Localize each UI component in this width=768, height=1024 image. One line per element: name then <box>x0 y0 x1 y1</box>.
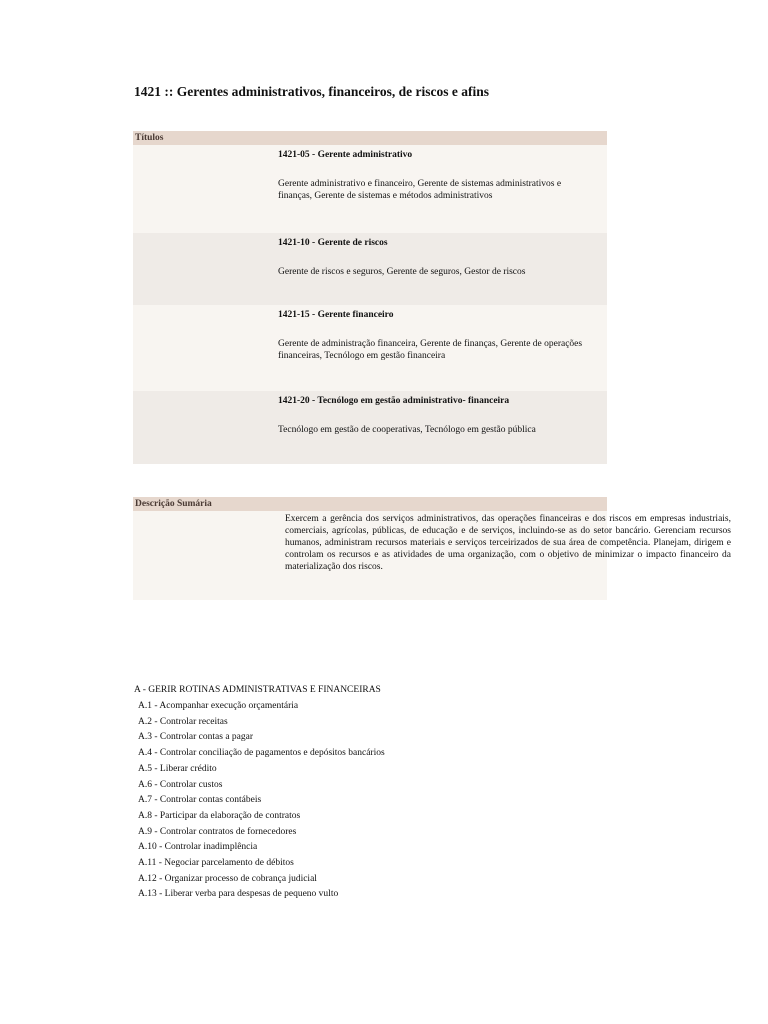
title-row <box>133 305 607 391</box>
occupation-code: 1421-10 - Gerente de riscos <box>278 238 388 248</box>
activity-item: A.13 - Liberar verba para despesas de pequeno vulto <box>138 889 339 900</box>
activity-item: A.4 - Controlar conciliação de pagamentos e depósitos bancários <box>138 748 385 759</box>
occupation-code: 1421-05 - Gerente administrativo <box>278 150 413 160</box>
activity-item: A.7 - Controlar contas contábeis <box>138 795 262 806</box>
title-row <box>133 233 607 305</box>
activity-item: A.9 - Controlar contratos de fornecedores <box>138 826 297 837</box>
activity-item: A.11 - Negociar parcelamento de débitos <box>138 858 294 869</box>
activity-item: A.12 - Organizar processo de cobrança judicial <box>138 873 317 884</box>
page-title: 1421 :: Gerentes administrativos, financeiros, de riscos e afins <box>134 84 489 99</box>
occupation-synonyms: Gerente administrativo e financeiro, Gerente de sistemas administrativos e finanças, Gerente de sistemas e métodos administrativos <box>278 179 562 201</box>
occupation-synonyms: Gerente de riscos e seguros, Gerente de seguros, Gestor de riscos <box>278 267 526 277</box>
titles-section-header: Títulos <box>133 131 607 145</box>
title-row <box>133 391 607 464</box>
occupation-synonyms: Gerente de administração financeira, Gerente de finanças, Gerente de operações financeiras, Tecnólogo em gestão financeira <box>278 339 583 361</box>
activity-item: A.10 - Controlar inadimplência <box>138 842 258 853</box>
occupation-synonyms: Tecnólogo em gestão de cooperativas, Tecnólogo em gestão pública <box>278 425 536 435</box>
activity-item: A.6 - Controlar custos <box>138 779 223 790</box>
activity-item: A.3 - Controlar contas a pagar <box>138 732 254 743</box>
titles-table <box>133 145 607 464</box>
description-body <box>133 511 731 600</box>
activity-item: A.1 - Acompanhar execução orçamentária <box>138 701 299 711</box>
occupation-code: 1421-20 - Tecnólogo em gestão administrativo- financeira <box>278 396 510 406</box>
activity-item: A.8 - Participar da elaboração de contratos <box>138 810 301 821</box>
description-section-header: Descrição Sumária <box>133 497 607 511</box>
activity-item: A.2 - Controlar receitas <box>138 716 228 727</box>
activity-item: A.5 - Liberar crédito <box>138 763 217 774</box>
activities-section <box>134 683 385 903</box>
occupation-code: 1421-15 - Gerente financeiro <box>278 310 394 320</box>
activity-list <box>134 699 385 903</box>
description-text: Exercem a gerência dos serviços administrativos, das operações financeiras e dos riscos em empresas industriais, comerciais, agrícolas, públicas, de educação e de serviços, incluindo-se as do setor bancário. Gerenciam recursos humanos, administram recursos materiais e serviços terceirizados de sua área de competência. Planejam, dirigem e controlam os recursos e as atividades de uma organização, com o objetivo de minimizar o impacto financeiro da materialização dos riscos. <box>285 514 731 572</box>
activity-group-title: A - GERIR ROTINAS ADMINISTRATIVAS E FINANCEIRAS <box>134 685 381 695</box>
title-row <box>133 145 607 233</box>
